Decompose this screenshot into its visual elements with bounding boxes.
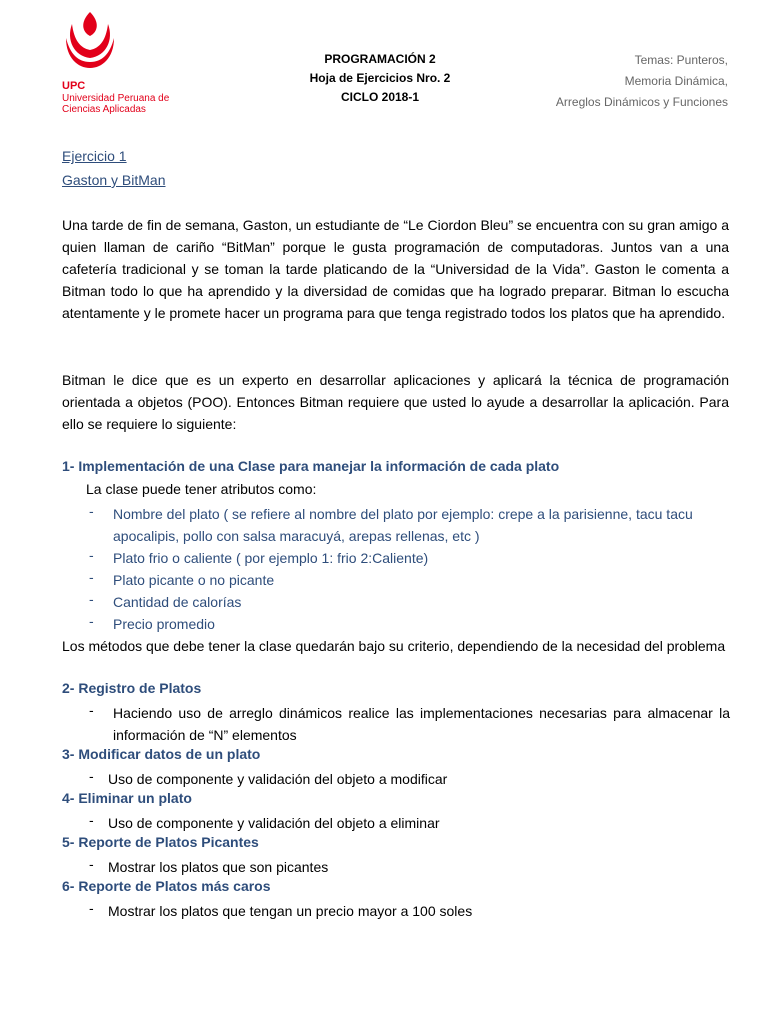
bullet-dash: - xyxy=(89,768,94,784)
attribute-item: Plato frio o caliente ( por ejemplo 1: frio 2:Caliente) xyxy=(113,550,429,566)
topics-line: Memoria Dinámica, xyxy=(624,74,728,88)
section-1-lead: La clase puede tener atributos como: xyxy=(86,481,317,497)
bullet-dash: - xyxy=(89,569,94,585)
section-5-title: 5- Reporte de Platos Picantes xyxy=(62,834,259,850)
header-center xyxy=(270,50,490,107)
exercise-name: Gaston y BitMan xyxy=(62,172,166,188)
bullet-dash: - xyxy=(89,812,94,828)
bullet-dash: - xyxy=(89,591,94,607)
bullet-dash: - xyxy=(89,613,94,629)
bullet-dash: - xyxy=(89,856,94,872)
sheet-title: Hoja de Ejercicios Nro. 2 xyxy=(309,71,451,85)
intro-paragraph-2: Bitman le dice que es un experto en desarrollar aplicaciones y aplicará la técnica de programación orientada a objetos (POO). Entonces Bitman requiere que usted lo ayude a desarrollar la aplicación. Para ello se requiere lo siguiente: xyxy=(62,372,729,432)
header-topics xyxy=(556,50,728,113)
cycle-title: CICLO 2018-1 xyxy=(340,90,420,104)
exercise-number: Ejercicio 1 xyxy=(62,148,127,164)
course-title: PROGRAMACIÓN 2 xyxy=(324,52,436,66)
section-1-title: 1- Implementación de una Clase para manejar la información de cada plato xyxy=(62,458,560,474)
attribute-item: Precio promedio xyxy=(113,616,215,632)
section-3-title: 3- Modificar datos de un plato xyxy=(62,746,261,762)
bullet-dash: - xyxy=(89,503,94,519)
section-3-item: Uso de componente y validación del objeto a modificar xyxy=(108,771,448,787)
attribute-item: Cantidad de calorías xyxy=(113,594,242,610)
upc-logo xyxy=(60,10,170,115)
section-5-item: Mostrar los platos que son picantes xyxy=(108,859,329,875)
section-4-title: 4- Eliminar un plato xyxy=(62,790,192,806)
section-4-item: Uso de componente y validación del objeto a eliminar xyxy=(108,815,440,831)
attribute-item: Plato picante o no picante xyxy=(113,572,275,588)
section-2-item: Haciendo uso de arreglo dinámicos realice las implementaciones necesarias para almacenar la información de “N” elementos xyxy=(113,705,730,743)
logo-subtitle: Universidad Peruana de Ciencias Aplicadas xyxy=(62,93,170,115)
section-6-title: 6- Reporte de Platos más caros xyxy=(62,878,271,894)
section-6-item: Mostrar los platos que tengan un precio mayor a 100 soles xyxy=(108,903,473,919)
upc-logo-icon xyxy=(62,10,118,72)
topics-line: Arreglos Dinámicos y Funciones xyxy=(555,95,728,109)
bullet-dash: - xyxy=(89,900,94,916)
intro-paragraph: Una tarde de fin de semana, Gaston, un estudiante de “Le Ciordon Bleu” se encuentra con su gran amigo a quien llaman de cariño “BitMan” porque le gusta programación de computadoras. Juntos van a una cafetería tradicional y se toman la tarde platicando de la “Universidad de la Vida”. Gaston le comenta a Bitman todo lo que ha aprendido y la diversidad de comidas que ha logrado preparar. Bitman lo escucha atentamente y le promete hacer un programa para que tenga registrado todos los platos que ha aprendido. xyxy=(62,217,729,321)
logo-name: UPC xyxy=(62,80,86,92)
topics-line: Temas: Punteros, xyxy=(634,53,728,67)
section-2-title: 2- Registro de Platos xyxy=(62,680,202,696)
bullet-dash: - xyxy=(89,547,94,563)
methods-paragraph: Los métodos que debe tener la clase quedarán bajo su criterio, dependiendo de la necesidad del problema xyxy=(62,638,726,654)
attribute-item: Nombre del plato ( se refiere al nombre del plato por ejemplo: crepe a la parisienne, tacu tacu apocalipis, pollo con salsa maracuyá, arepas rellenas, etc ) xyxy=(113,506,693,544)
bullet-dash: - xyxy=(89,702,94,718)
